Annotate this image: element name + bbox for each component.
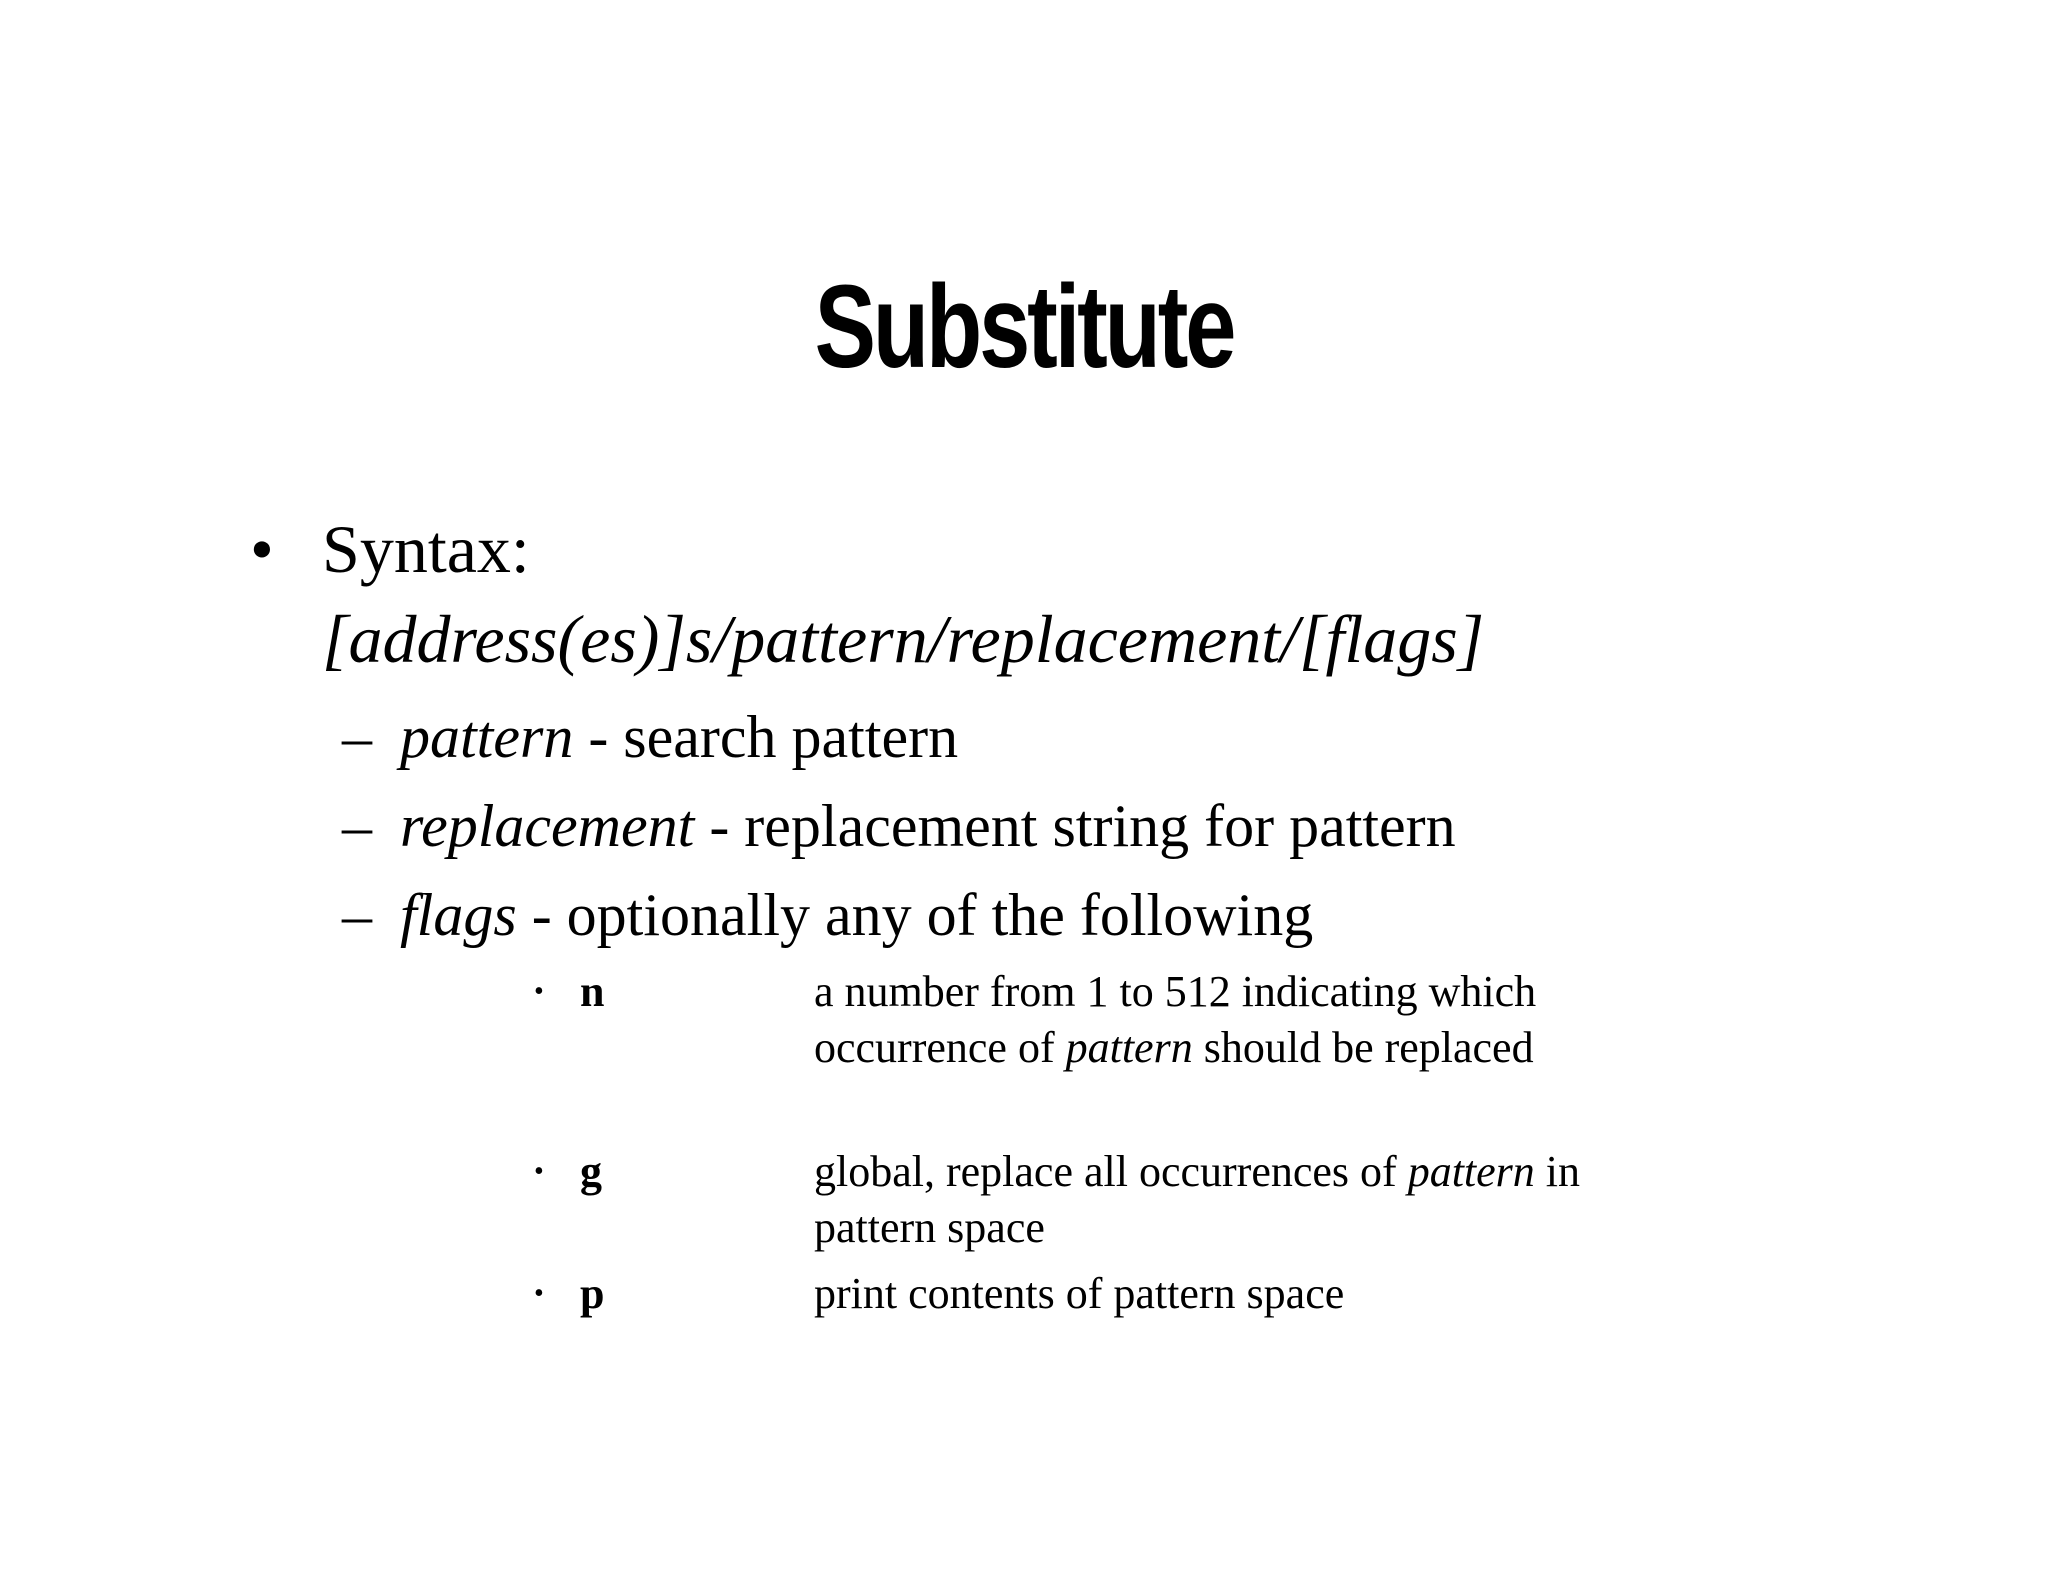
flag-desc-text: print contents of pattern space <box>814 1269 1345 1318</box>
flag-desc-text: a number from 1 to 512 indicating which occurrence of <box>814 967 1537 1072</box>
dash-marker: – <box>342 793 372 859</box>
flag-marker: • <box>534 1278 544 1309</box>
flag-description <box>814 1144 1634 1256</box>
subitem-text <box>400 791 1456 861</box>
subitem-text <box>400 702 958 772</box>
flag-key: p <box>580 1269 605 1318</box>
subitem-rest: - replacement string for pattern <box>694 793 1456 859</box>
flag-desc-emphasis: pattern <box>1407 1147 1535 1196</box>
flag-desc-text: should be replaced <box>1192 1023 1534 1072</box>
flag-key: n <box>580 967 605 1016</box>
syntax-expression: [address(es)]s/pattern/replacement/[flags] <box>322 601 1485 677</box>
flag-key: g <box>580 1147 602 1196</box>
flag-description <box>814 1266 1634 1322</box>
subitem-text <box>400 880 1313 950</box>
flag-marker: • <box>534 1156 544 1187</box>
syntax-label: Syntax: <box>322 511 530 587</box>
flag-description <box>814 964 1634 1076</box>
flag-marker: • <box>534 976 544 1007</box>
subitem-rest: - search pattern <box>573 704 959 770</box>
dash-marker: – <box>342 704 372 770</box>
flag-desc-text: in pattern space <box>814 1147 1581 1252</box>
dash-marker: – <box>342 882 372 948</box>
subitem-term: replacement <box>400 793 695 859</box>
subitem-term: flags <box>400 882 517 948</box>
subitem-term: pattern <box>400 704 574 770</box>
subitem-rest: - optionally any of the following <box>516 882 1314 948</box>
flag-desc-emphasis: pattern <box>1065 1023 1193 1072</box>
flag-desc-text: global, replace all occurrences of <box>814 1147 1408 1196</box>
slide-title: Substitute <box>814 261 1234 393</box>
bullet-marker: • <box>250 511 274 587</box>
